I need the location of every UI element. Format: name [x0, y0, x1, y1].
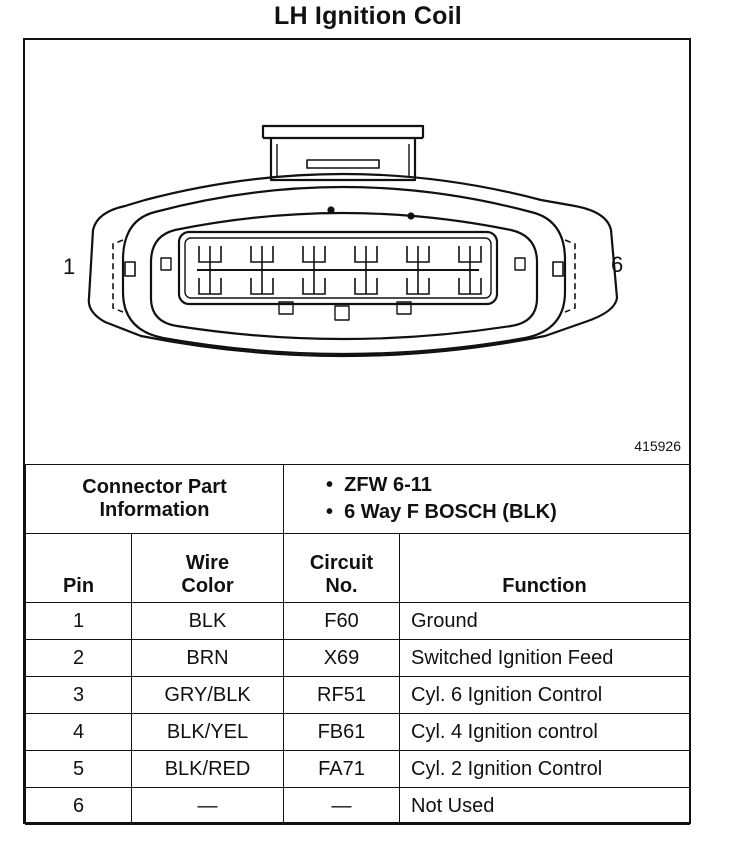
page-title: LH Ignition Coil — [274, 2, 462, 30]
cell-wire-color: BLK/RED — [132, 751, 284, 788]
table-row — [26, 677, 690, 714]
cell-function: Cyl. 2 Ignition Control — [400, 751, 690, 788]
table-header-row — [26, 534, 690, 603]
pin-1-label: 1 — [63, 254, 76, 279]
connector-info-label: Connector Part Information — [26, 465, 284, 534]
header-pin: Pin — [26, 534, 132, 603]
cell-circuit: X69 — [284, 640, 400, 677]
cell-wire-color: GRY/BLK — [132, 677, 284, 714]
pin-6-label: 6 — [611, 252, 624, 277]
cell-wire-color: BLK — [132, 603, 284, 640]
cell-wire-color: — — [132, 788, 284, 825]
connector-diagram — [25, 40, 689, 464]
cell-circuit: F60 — [284, 603, 400, 640]
cell-pin: 2 — [26, 640, 132, 677]
connector-info-row — [26, 465, 690, 534]
cell-circuit: RF51 — [284, 677, 400, 714]
cell-function: Switched Ignition Feed — [400, 640, 690, 677]
cell-pin: 5 — [26, 751, 132, 788]
cell-circuit: — — [284, 788, 400, 825]
cell-pin: 3 — [26, 677, 132, 714]
table-row — [26, 714, 690, 751]
table-row — [26, 640, 690, 677]
cell-pin: 6 — [26, 788, 132, 825]
connector-info-values — [284, 465, 690, 534]
cell-circuit: FA71 — [284, 751, 400, 788]
cell-function: Ground — [400, 603, 690, 640]
table-row — [26, 751, 690, 788]
connector-illustration — [25, 40, 689, 464]
cell-pin: 1 — [26, 603, 132, 640]
cell-wire-color: BLK/YEL — [132, 714, 284, 751]
connector-info-item: • 6 Way F BOSCH (BLK) — [326, 501, 557, 523]
cell-circuit: FB61 — [284, 714, 400, 751]
cell-function: Cyl. 6 Ignition Control — [400, 677, 690, 714]
connector-info-item: • ZFW 6-11 — [326, 474, 432, 496]
cell-pin: 4 — [26, 714, 132, 751]
header-circuit: Circuit No. — [284, 534, 400, 603]
pinout-table — [25, 464, 690, 825]
figure-number: 415926 — [634, 438, 681, 454]
table-row — [26, 603, 690, 640]
table-row — [26, 788, 690, 825]
diagram-frame — [23, 38, 691, 824]
cell-function: Cyl. 4 Ignition control — [400, 714, 690, 751]
header-wire-color: Wire Color — [132, 534, 284, 603]
header-function: Function — [400, 534, 690, 603]
cell-wire-color: BRN — [132, 640, 284, 677]
cell-function: Not Used — [400, 788, 690, 825]
